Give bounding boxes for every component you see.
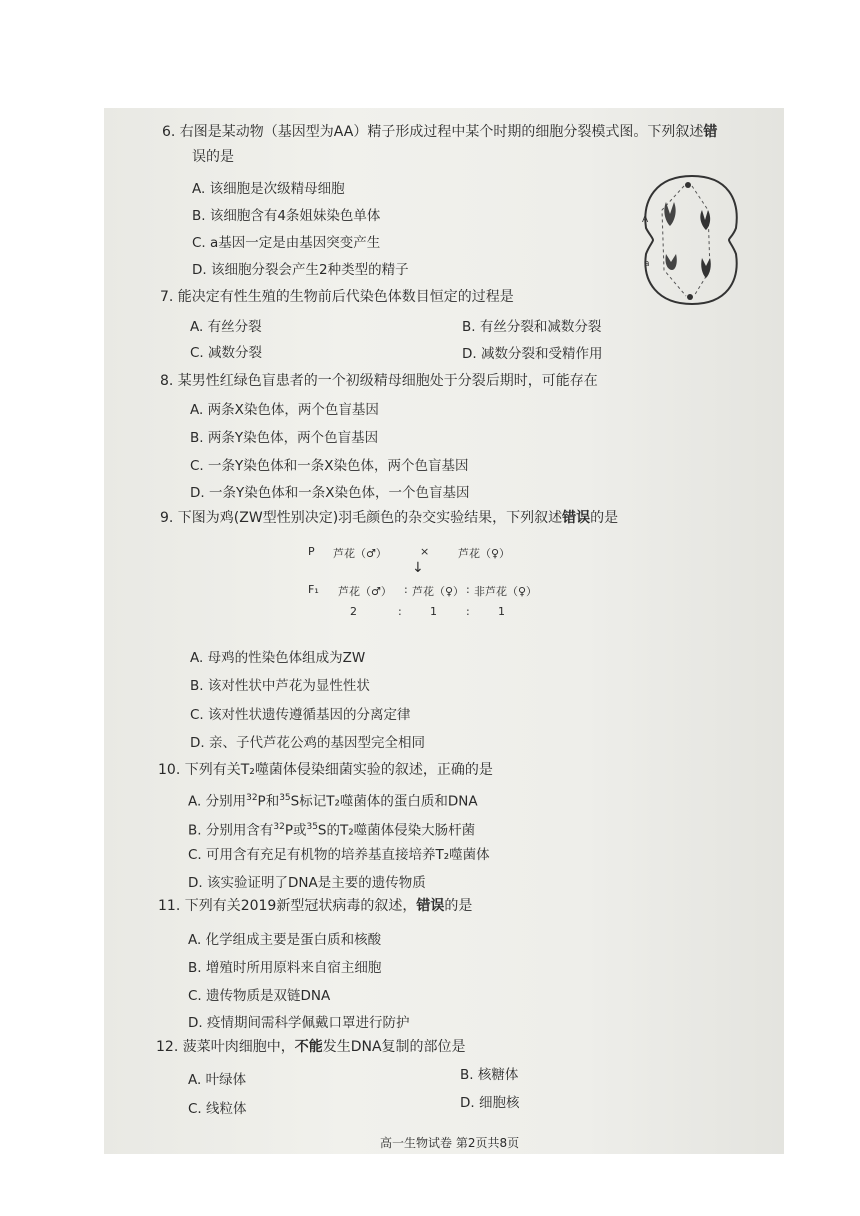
spindle-fiber xyxy=(692,186,710,296)
q6-stem-line2 xyxy=(192,148,234,166)
chromosome-upper-right xyxy=(700,210,710,230)
q6-stem-part1: 6. 右图是某动物（基因型为AA）精子形成过程中某个时期的细胞分裂模式图。下列叙述 xyxy=(162,124,704,140)
q11-option-a: A. 化学组成主要是蛋白质和核酸 xyxy=(188,932,382,948)
cross-p-female: 芦花（♀） xyxy=(458,547,511,560)
q7-option-d: D. 减数分裂和受精作用 xyxy=(462,346,603,362)
q9-stem-emphasis: 错误 xyxy=(562,510,591,526)
q10-b-sup: 35 xyxy=(306,822,318,832)
cross-ratio-3: 1 xyxy=(498,605,505,618)
q12-option-a: A. 叶绿体 xyxy=(188,1072,247,1088)
q12-option-c: C. 线粒体 xyxy=(188,1101,247,1117)
cross-f1-type3: 非芦花（♀） xyxy=(474,585,538,598)
q6-stem xyxy=(162,123,717,141)
q10-a-part: A. 分别用 xyxy=(188,793,247,810)
cross-colon: : xyxy=(466,583,470,596)
q12-stem-emphasis: 不能 xyxy=(294,1039,323,1055)
cross-colon: : xyxy=(398,605,402,618)
q6-option-a: A. 该细胞是次级精母细胞 xyxy=(192,181,345,197)
q12-stem-part2: 发生DNA复制的部位是 xyxy=(322,1039,466,1055)
q8-option-c: C. 一条Y染色体和一条X染色体，两个色盲基因 xyxy=(190,458,469,474)
q9-stem-part2: 的是 xyxy=(590,510,619,526)
cell-membrane xyxy=(645,176,736,304)
chromosome-upper-left xyxy=(664,202,675,226)
q9-stem xyxy=(160,509,618,527)
chromosome-lower-right xyxy=(701,258,711,278)
q9-option-c: C. 该对性状遗传遵循基因的分离定律 xyxy=(190,707,411,723)
q10-option-a xyxy=(188,789,478,811)
q10-b-part: S的T₂噬菌体侵染大肠杆菌 xyxy=(317,822,476,839)
cross-p-label: P xyxy=(308,545,315,558)
q10-stem: 10. 下列有关T₂噬菌体侵染细菌实验的叙述，正确的是 xyxy=(158,762,493,778)
q9-option-b: B. 该对性状中芦花为显性性状 xyxy=(190,678,370,694)
centrosome-bottom xyxy=(687,294,693,300)
q10-a-part: P和 xyxy=(257,793,280,810)
cross-f1-type2: 芦花（♀） xyxy=(412,585,465,598)
cross-f1-label: F₁ xyxy=(308,583,319,596)
q10-a-sup: 32 xyxy=(246,793,258,803)
gene-label-A: A xyxy=(642,215,649,225)
q6-stem-part2: 误的是 xyxy=(192,149,234,165)
q8-option-b: B. 两条Y染色体，两个色盲基因 xyxy=(190,430,379,446)
chromosome-lower-left xyxy=(665,254,676,270)
cross-f1-type1: 芦花（♂） xyxy=(338,585,392,598)
q8-option-d: D. 一条Y染色体和一条X染色体，一个色盲基因 xyxy=(190,485,470,501)
q11-option-d: D. 疫情期间需科学佩戴口罩进行防护 xyxy=(188,1015,410,1031)
q11-option-b: B. 增殖时所用原料来自宿主细胞 xyxy=(188,960,382,976)
q11-stem-part1: 11. 下列有关2019新型冠状病毒的叙述， xyxy=(158,898,417,914)
q6-option-b: B. 该细胞含有4条姐妹染色单体 xyxy=(192,208,381,224)
cell-division-figure xyxy=(636,170,748,310)
q8-stem: 8. 某男性红绿色盲患者的一个初级精母细胞处于分裂后期时，可能存在 xyxy=(160,373,598,389)
q12-stem xyxy=(156,1038,466,1056)
q8-option-a: A. 两条X染色体，两个色盲基因 xyxy=(190,402,379,418)
cross-p-male: 芦花（♂） xyxy=(333,547,387,560)
q6-option-d: D. 该细胞分裂会产生2种类型的精子 xyxy=(192,262,409,278)
q10-b-sup: 32 xyxy=(273,822,285,832)
q12-stem-part1: 12. 菠菜叶肉细胞中， xyxy=(156,1039,295,1055)
cross-arrow: ↓ xyxy=(412,560,424,576)
q11-option-c: C. 遗传物质是双链DNA xyxy=(188,988,331,1004)
q7-option-c: C. 减数分裂 xyxy=(190,345,263,361)
q11-stem-emphasis: 错误 xyxy=(416,898,445,914)
page-footer: 高一生物试卷 第2页共8页 xyxy=(380,1136,520,1150)
cross-colon: : xyxy=(466,605,470,618)
cross-ratio-1: 2 xyxy=(350,605,357,618)
q10-b-part: P或 xyxy=(284,822,307,839)
q10-b-part: B. 分别用含有 xyxy=(188,822,274,839)
centrosome-top xyxy=(685,182,691,188)
q9-stem-part1: 9. 下图为鸡(ZW型性别决定)羽毛颜色的杂交实验结果，下列叙述 xyxy=(160,510,563,526)
q10-option-c: C. 可用含有充足有机物的培养基直接培养T₂噬菌体 xyxy=(188,847,490,863)
q6-option-c: C. a基因一定是由基因突变产生 xyxy=(192,235,381,251)
q10-option-b xyxy=(188,818,475,840)
q7-option-b: B. 有丝分裂和减数分裂 xyxy=(462,319,602,335)
q7-option-a: A. 有丝分裂 xyxy=(190,319,262,335)
q9-option-d: D. 亲、子代芦花公鸡的基因型完全相同 xyxy=(190,735,425,751)
q12-option-b: B. 核糖体 xyxy=(460,1067,519,1083)
q11-stem-part2: 的是 xyxy=(444,898,473,914)
q11-stem xyxy=(158,897,472,915)
cross-times: × xyxy=(420,545,430,558)
q12-option-d: D. 细胞核 xyxy=(460,1095,520,1111)
gene-label-a: a xyxy=(644,259,650,269)
q10-a-sup: 35 xyxy=(279,793,291,803)
cross-ratio-2: 1 xyxy=(430,605,437,618)
cross-colon: : xyxy=(404,583,408,596)
q10-option-d: D. 该实验证明了DNA是主要的遗传物质 xyxy=(188,875,426,891)
q6-stem-emphasis: 错 xyxy=(703,124,718,140)
q7-stem: 7. 能决定有性生殖的生物前后代染色体数目恒定的过程是 xyxy=(160,289,514,305)
q9-option-a: A. 母鸡的性染色体组成为ZW xyxy=(190,650,366,666)
q10-a-part: S标记T₂噬菌体的蛋白质和DNA xyxy=(290,793,478,810)
